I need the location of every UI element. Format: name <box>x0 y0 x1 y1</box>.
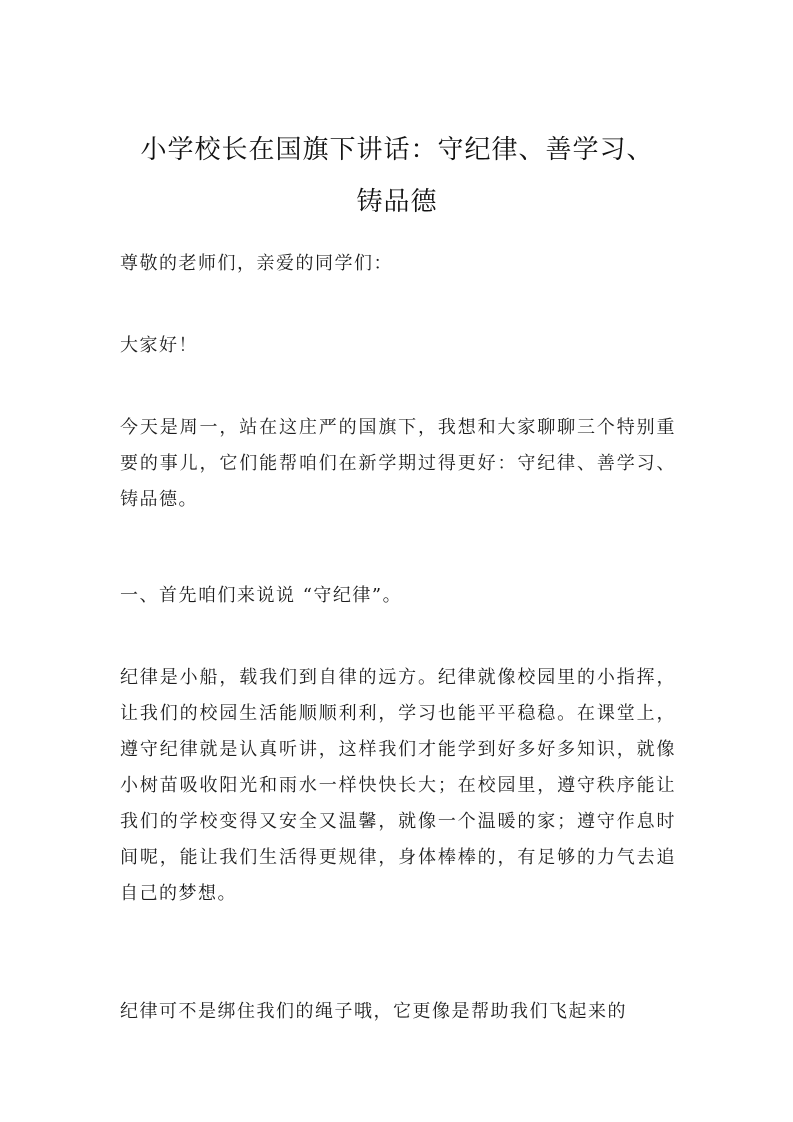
discipline-paragraph: 纪律是小船，载我们到自律的远方。纪律就像校园里的小指挥，让我们的校园生活能顺顺利利，学习也能平平稳稳。在课堂上，遵守纪律就是认真听讲，这样我们才能学到好多好多知识，就像小树苗吸收阳光和雨水一样快快长大；在校园里，遵守秩序能让我们的学校变得又安全又温馨，就像一个温暖的家；遵守作息时间呢，能让我们生活得更规律，身体棒棒的，有足够的力气去追自己的梦想。 <box>120 667 676 904</box>
intro-paragraph: 今天是周一，站在这庄严的国旗下，我想和大家聊聊三个特别重要的事儿，它们能帮咱们在新学期过得更好：守纪律、善学习、铸品德。 <box>120 417 676 510</box>
hello-paragraph: 大家好！ <box>120 335 198 356</box>
discipline-continued-paragraph: 纪律可不是绑住我们的绳子哦，它更像是帮助我们飞起来的 <box>120 1001 627 1022</box>
section-heading-discipline: 一、首先咱们来说说 “守纪律”。 <box>120 585 403 606</box>
greeting-paragraph: 尊敬的老师们，亲爱的同学们： <box>120 253 393 274</box>
page-title <box>108 124 686 228</box>
title-line-1: 小学校长在国旗下讲话：守纪律、善学习、 <box>140 135 654 165</box>
title-line-2: 铸品德 <box>356 187 438 217</box>
